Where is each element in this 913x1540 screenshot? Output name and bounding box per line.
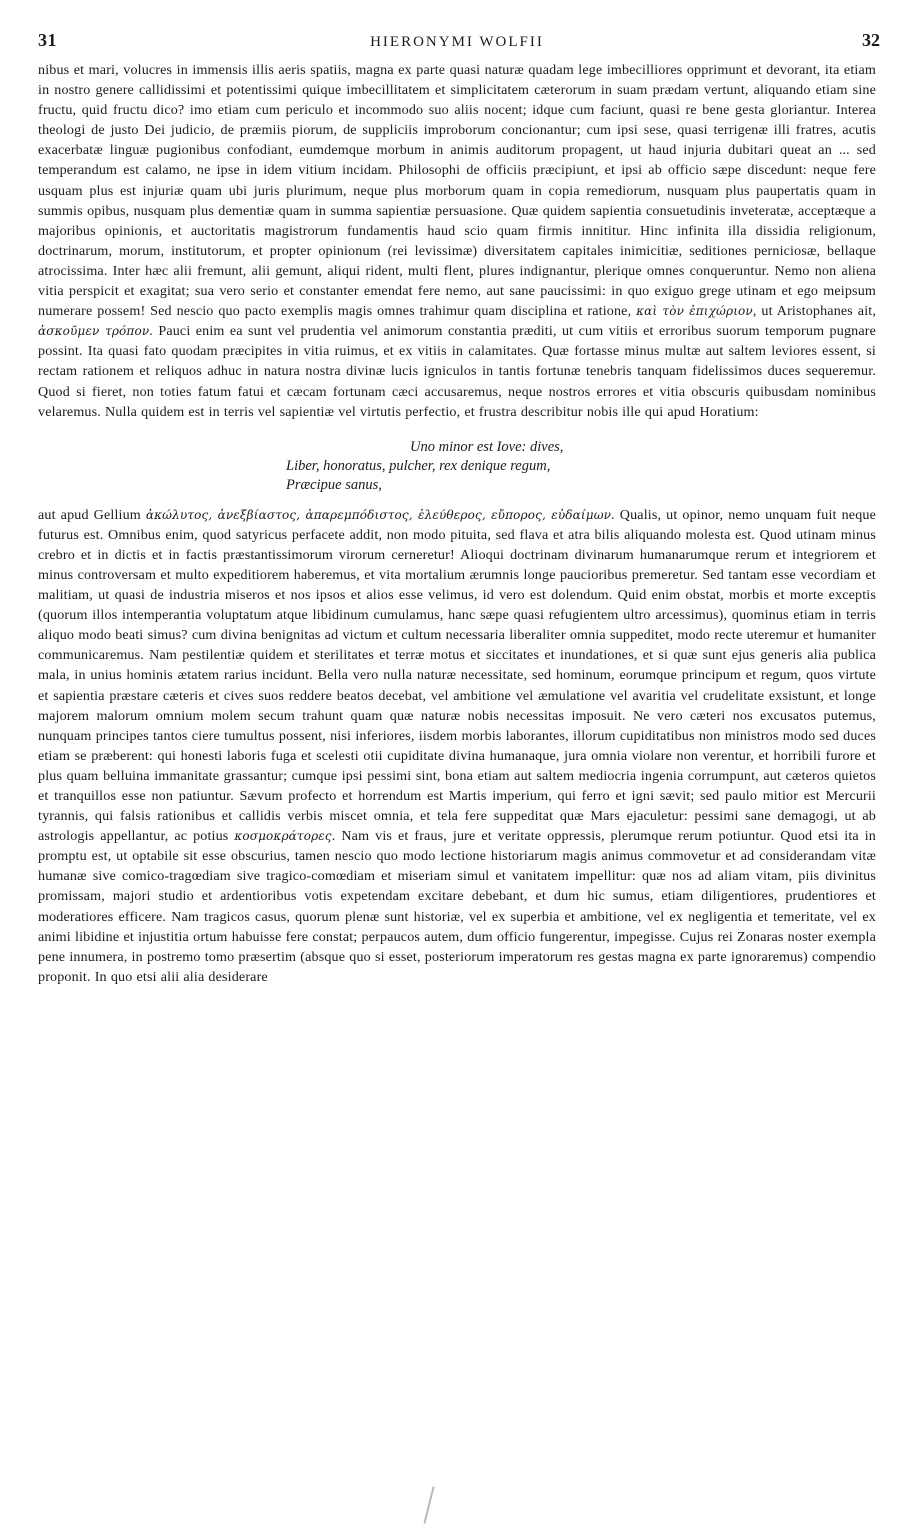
verse-line: Uno minor est Iove: dives, <box>410 438 564 455</box>
running-head: HIERONYMI WOLFII <box>370 34 544 50</box>
verse-line: Liber, honoratus, pulcher, rex denique regum, <box>286 457 551 474</box>
paragraph-text: aut apud Gellium <box>38 506 141 523</box>
horace-quotation <box>38 438 876 495</box>
greek-quote: ἀκώλυτος, ἀνεξβίαστος, ἀπαρεμπόδιστος, ἐλεύθερος, εὔπορος, εὐδαίμων <box>145 507 612 522</box>
greek-quote: κοσμοκράτορες <box>234 829 332 844</box>
page-header <box>38 30 880 60</box>
body-paragraph-1 <box>38 60 876 422</box>
paragraph-text: , ut Aristophanes ait, <box>752 303 877 320</box>
paragraph-text: . Pauci enim ea sunt vel prudentia vel animorum constantia præditi, ut cum vitiis et erroribus suorum temporum pugnare possint. Ita quasi fato quodam præcipites in vitia ruimus, et ex vitiis in calamitates. Quæ fortasse minus multæ aut saltem leviores essent, si rectam rationem et reliquos adhuc in natura nostra divinæ lucis igniculos in tantis fortunæ tenebris tanquam fidelissimos duces sequeremur. Quod si fieret, non toties fatum fatui et cæcam fortunam cæci accusaremus, neque nostros errores et vitia obscuris quibusdam nominibus velaremus. Nulla quidem est in terris vel sapientiæ vel virtutis perfectio, et frustra describitur nobis ille qui apud Horatium: <box>38 323 876 420</box>
paragraph-text: nibus et mari, volucres in immensis illis aeris spatiis, magna ex parte quasi naturæ quadam lege imbecilliores opprimunt et devorant, ita etiam in nostro genere callidissimi et potentissimi quique imbecillitatem et simplicitatem cæterorum in suam prædam vertunt, aliquando etiam sine fructu, quid fructu dico? imo etiam cum periculo et incommodo suo aliis nocent; idque cum faciunt, quasi re bene gesta gloriantur. Interea theologi de justo Dei judicio, de præmiis piorum, de suppliciis improborum concionantur; cum ipsi sese, quasi terrigenæ illi fratres, acutis exacerbatæ linguæ pugionibus confodiant, eumdemque morbum in animis auditorum propagent, ut haud injuria dubitari queat an ... sed temperandum est calamo, ne ipse in idem vitium incidam. Philosophi de officiis præcipiunt, et ipsi ab officio sæpe discedunt: neque fere usquam plus est injuriæ quam ubi juris plurimum, neque plus morborum quam in copia remediorum, nusquam plus paupertatis quam in summis opibus, nusquam plus dementiæ quam in summa sapientiæ persuasione. Quæ quidem sapientia consuetudinis inveteratæ, acceptæque a majoribus opinionis, et auctoritatis magistrorum fundamentis haud scio quam firmis innititur. Hinc infinita illa dissidia religionum, doctrinarum, morum, institutorum, et propter opinionum (rei levissimæ) diversitatem capitales inimicitiæ, seditiones perniciosæ, bellaque atrocissima. Inter hæc alii fremunt, alii gemunt, aliqui rident, multi flent, plures indignantur, plerique omnes conqueruntur. Nemo non aliena vitia perspicit et exagitat; sua vero serio et constanter emendat fere nemo, aut sane paucissimi: in quo exiguo grege utinam et ego meipsum numerare possem! Sed nescio quo pacto exemplis magis omnes trahimur quam disciplina et ratione, <box>38 62 876 320</box>
book-page <box>38 30 880 987</box>
greek-quote: ἀσκοῦμεν τρόπον <box>38 324 150 339</box>
paragraph-text: . Qualis, ut opinor, nemo unquam fuit neque futurus est. Omnibus enim, quod satyricus perfacete addit, non modo pituita, sed flava et atra bilis aliquando molesta est. Quod utinam minus crebro et in dictis et in factis præstantissimorum virorum cerneretur! Alioqui doctrinam divinarum humanarumque rerum et integriorem et minus controversam et multo expeditiorem haberemus, et vita mortalium ærumnis longe paucioribus premeretur. Sed tantam esse vecordiam et malitiam, ut quasi de industria miseros et nos ipsos et alios esse velimus, id vero est dolendum. Quid enim obstat, morbis et morte exceptis (quorum illos intemperantia voluptatum atque libidinum cumulamus, hanc sæpe quasi refugientem ultro arcessimus), quominus etiam in terris aliquo modo beati simus? cum divina benignitas ad victum et cultum necessaria liberaliter omnia suppeditet, modo recte uteremur et humaniter communicaremus. Nam pestilentiæ quidem et sterilitates et terræ motus et siccitates et inundationes, et si quæ sunt ejus generis alia publica mala, in unius hominis ætatem rarius incidunt. Bella vero nulla naturæ necessitate, sed hominum, eorumque principum et regum, quos virtute et sapientia præstare cæteris et cives suos reddere beatos decebat, vel ambitione vel æmulatione vel avaritia vel crudelitate exsistunt, et longe majorem malorum omnium molem secum trahunt quam quæ naturæ nobis necessitas imposuit. Ne vero cæteri nos excusatos putemus, nunquam principes tantos ciere tumultus possent, nisi inferiores, iisdem morbis laborantes, illorum cupiditatibus non ministros modo sed duces etiam se præberent: qui honesti laboris fuga et scelesti otii cupiditate divina humanaque, jura omnia violare non verentur, et horribili furore et plus quam belluina immanitate grassantur; cumque ipsi pessimi sint, bona etiam aut saltem mediocria ingenia corrumpunt, aut cæteros quietos et tranquillos esse non patiuntur. Sævum profecto et horrendum est Martis imperium, qui ferro et igni sævit; sed paulo mitior est Mercurii tyrannis, qui falsis rationibus et callidis verbis miscet omnia, et tela fere suppeditat quæ Mars ejaculetur: pessimi sane demagogi, ut ab astrologis appellantur, ac potius <box>38 506 876 845</box>
paragraph-text: . Nam vis et fraus, jure et veritate oppressis, plerumque rerum potiuntur. Quod etsi ita in promptu est, ut optabile sit esse obscurius, tamen nescio quo modo lectione historiarum magis animus commovetur et ad considerandam vitæ humanæ sive comico-tragœdiam sive tragico-comœdiam et miseriam simul et vanitatem impellitur: quæ nos ad aliam vitam, piis divinitus promissam, majori studio et ardentioribus votis expetendam excitare debebant, et dum hic sumus, etiam diligentiores, prudentiores et moderatiores efficere. Nam tragicos casus, quorum plenæ sunt historiæ, vel ex superbia et ambitione, vel ex negligentia et temeritate, vel ex animi libidine et injustitia ortum habuisse fere constat; perpaucos autem, dum officio fungerentur, impegisse. Cujus rei Zonaras noster exempla pene innumera, in postremo tomo præsertim (absque quo si esset, posteriorum imperatorum res gestas magna ex parte ignoraremus) compendio proponit. In quo etsi alii alia desiderare <box>38 828 876 985</box>
body-paragraph-2 <box>38 505 876 987</box>
greek-quote: καὶ τὸν ἐπιχώριον <box>636 304 753 319</box>
page-number-right: 32 <box>862 30 880 50</box>
scan-artifact-mark <box>423 1486 434 1523</box>
page-number-left: 31 <box>38 30 57 50</box>
verse-line: Præcipue sanus, <box>286 476 382 493</box>
